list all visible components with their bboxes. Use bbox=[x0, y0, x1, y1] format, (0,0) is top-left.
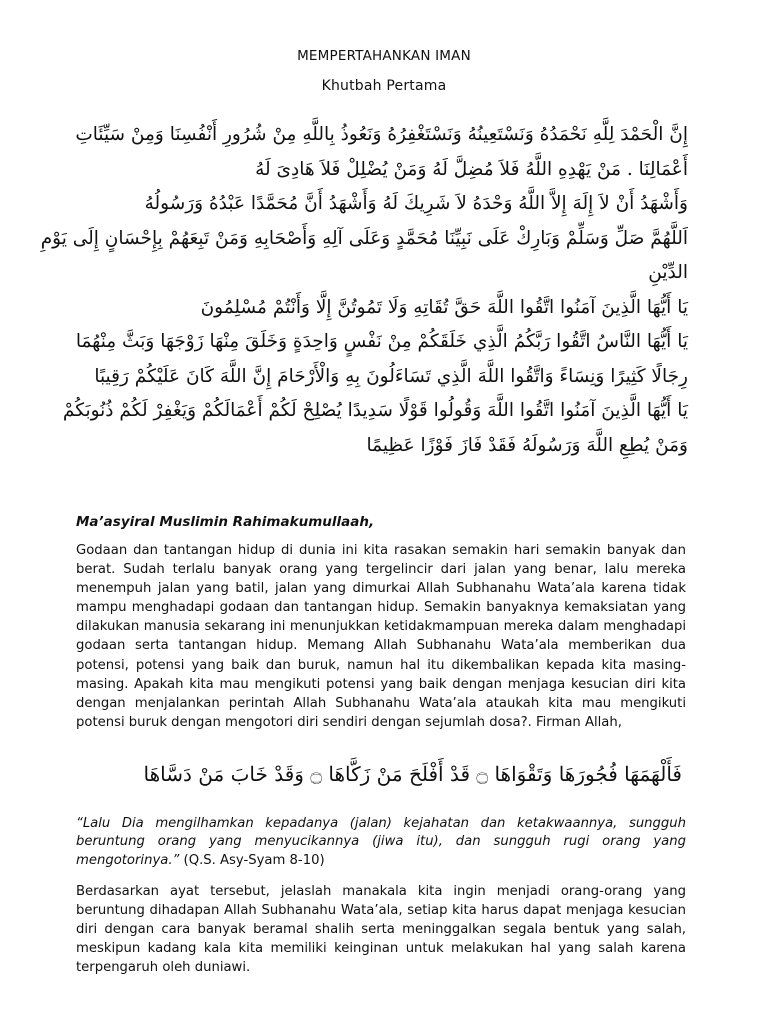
salutation-heading: Ma’asyiral Muslimin Rahimakumullaah, bbox=[76, 514, 375, 530]
translation-text: “Lalu Dia mengilhamkan kepadanya (jalan) kejahatan dan ketakwaannya, sungguh beruntung orang yang menyucikannya (jiwa itu), dan sungguh rugi orang yang mengotorinya.” bbox=[76, 816, 686, 868]
arabic-line: يَا أَيُّهَا الَّذِينَ آمَنُوا اتَّقُوا اللَّهَ حَقَّ تُقَاتِهِ وَلَا تَمُوتُنَّ إِلَّا وَأَنْتُمْ مُسْلِمُونَ bbox=[200, 296, 688, 318]
quran-verse: فَأَلْهَمَهَا فُجُورَهَا وَتَقْوَاهَا ۝ قَدْ أَفْلَحَ مَنْ زَكَّاهَا ۝ وَقَدْ خَابَ مَنْ دَسَّاهَا bbox=[143, 762, 682, 786]
arabic-line: يَا أَيُّهَا النَّاسُ اتَّقُوا رَبَّكُمُ الَّذِي خَلَقَكُمْ مِنْ نَفْسٍ وَاحِدَةٍ وَخَلَقَ مِنْهَا زَوْجَهَا وَبَثَّ مِنْهُمَا bbox=[75, 331, 688, 352]
arabic-line: أَعْمَالِنَا . مَنْ يَهْدِهِ اللَّهُ فَلاَ مُضِلَّ لَهُ وَمَنْ يُضْلِلْ فَلاَ هَادِىَ لَهُ bbox=[255, 158, 688, 180]
arabic-line: اَللَّهُمَّ صَلِّ وَسَلِّمْ وَبَارِكْ عَلَى نَبِيِّنَا مُحَمَّدٍ وَعَلَى آلِهِ وَأَصْحَابِهِ وَمَنْ تَبِعَهُمْ بِإِحْسَانٍ إِلَى يَوْمِ bbox=[40, 227, 688, 249]
verse-reference: (Q.S. Asy-Syam 8-10) bbox=[179, 852, 325, 868]
verse-translation bbox=[76, 815, 686, 870]
arabic-opening bbox=[40, 118, 688, 463]
body-paragraph: Godaan dan tantangan hidup di dunia ini kita rasakan semakin hari semakin banyak dan berat. Sudah terlalu banyak orang yang tergelincir dari jalan yang benar, lalu mereka menempuh jalan yang batil, jalan yang dimurkai Allah Subhanahu Wata’ala karena tidak mampu menghadapi godaan dan tantangan hidup. Semakin banyaknya kemaksiatan yang dilakukan manusia sekarang ini menunjukkan ketidakmampuan mereka dalam menghadapi godaan serta tantangan hidup. Memang Allah Subhanahu Wata’ala memberikan dua potensi, potensi yang baik dan buruk, namun hal itu dikembalikan kepada kita masing-masing. Apakah kita mau mengikuti potensi yang baik dengan menjaga kesucian diri kita dengan menjalankan perintah Allah Subhanahu Wata’ala ataukah kita mau mengikuti potensi buruk dengan mengotori diri sendiri dengan sejumlah dosa?. Firman Allah, bbox=[76, 543, 686, 730]
arabic-line: وَأَشْهَدُ أَنْ لاَ إِلَهَ إِلاَّ اللَّهُ وَحْدَهُ لاَ شَرِيكَ لَهُ وَأَشْهَدُ أَنَّ مُحَمَّدًا عَبْدُهُ وَرَسُولُهُ bbox=[144, 193, 688, 214]
document-title: MEMPERTAHANKAN IMAN bbox=[297, 48, 471, 64]
arabic-line: إِنَّ الْحَمْدَ لِلَّهِ نَحْمَدُهُ وَنَسْتَعِينُهُ وَنَسْتَغْفِرُهُ وَنَعُوذُ بِاللَّهِ مِنْ شُرُورِ أَنْفُسِنَا وَمِنْ سَيِّئَاتِ bbox=[75, 124, 688, 145]
arabic-line: رِجَالًا كَثِيرًا وَنِسَاءً وَاتَّقُوا اللَّهَ الَّذِي تَسَاءَلُونَ بِهِ وَالْأَرْحَامَ إِنَّ اللَّهَ كَانَ عَلَيْكُمْ رَقِيبًا bbox=[94, 365, 688, 387]
arabic-line: الدِّيْنِ bbox=[648, 262, 688, 283]
document-subtitle: Khutbah Pertama bbox=[321, 78, 447, 94]
arabic-line: يَا أَيُّهَا الَّذِينَ آمَنُوا اتَّقُوا اللَّهَ وَقُولُوا قَوْلًا سَدِيدًا يُصْلِحْ لَكُمْ أَعْمَالَكُمْ وَيَغْفِرْ لَكُمْ ذُنُوبَكُمْ bbox=[62, 400, 688, 421]
body-paragraph: Berdasarkan ayat tersebut, jelaslah manakala kita ingin menjadi orang-orang yang beruntung dihadapan Allah Subhanahu Wata’ala, setiap kita harus dapat menjaga kesucian diri dengan cara banyak beramal shalih serta meninggalkan segala bentuk yang salah, meskipun kadang kala kita memiliki keinginan untuk melakukan hal yang salah karena terpengaruh oleh duniawi. bbox=[76, 884, 686, 976]
arabic-line: وَمَنْ يُطِعِ اللَّهَ وَرَسُولَهُ فَقَدْ فَازَ فَوْزًا عَظِيمًا bbox=[366, 434, 688, 456]
